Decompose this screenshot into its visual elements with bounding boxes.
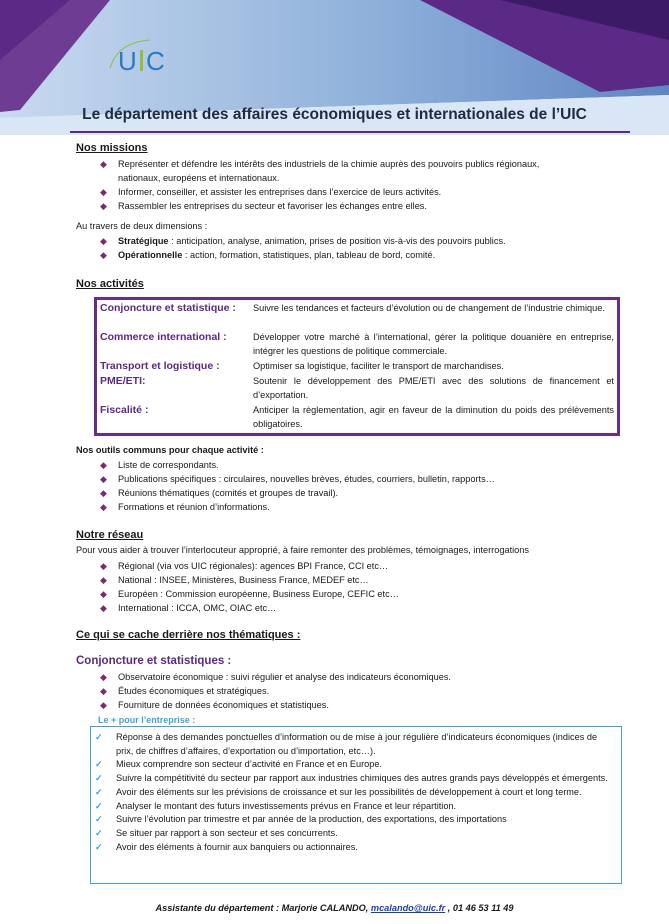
thematiques-heading: Ce qui se cache derrière nos thématiques : bbox=[76, 629, 301, 641]
list-item: ◆ Informer, conseiller, et assister les entreprises dans l’exercice de leurs activités. bbox=[100, 187, 442, 197]
page-title: Le département des affaires économiques et internationales de l’UIC bbox=[82, 106, 587, 123]
list-item: ✓ Suivre la compétitivité du secteur par rapport aux industries chimiques des autres grands pays développés et émergents. bbox=[95, 772, 615, 786]
conjoncture-heading: Conjoncture et statistiques : bbox=[76, 655, 232, 667]
uic-logo bbox=[104, 36, 194, 82]
list-item: ✓ Avoir des éléments à fournir aux banquiers ou actionnaires. bbox=[95, 841, 615, 855]
list-item: ◆ Représenter et défendre les intérêts des industriels de la chimie auprès des pouvoirs publics régionaux, bbox=[100, 159, 540, 169]
diamond-bullet-icon: ◆ bbox=[100, 187, 107, 197]
list-item: ◆ Observatoire économique : suivi régulier et analyse des indicateurs économiques. bbox=[100, 672, 451, 682]
missions-heading: Nos missions bbox=[76, 142, 148, 154]
list-item: ◆ Réunions thématiques (comités et groupes de travail). bbox=[100, 488, 339, 498]
diamond-bullet-icon: ◆ bbox=[100, 575, 107, 585]
checkmark-icon: ✓ bbox=[95, 786, 103, 797]
svg-text:U: U bbox=[118, 46, 138, 76]
diamond-bullet-icon: ◆ bbox=[100, 672, 107, 682]
outils-heading: Nos outils communs pour chaque activité : bbox=[76, 445, 264, 455]
activites-heading: Nos activités bbox=[76, 278, 144, 290]
list-item: ◆ International : ICCA, OMC, OIAC etc… bbox=[100, 603, 277, 613]
dimensions-list bbox=[97, 234, 617, 262]
title-divider bbox=[70, 131, 630, 133]
email-link[interactable]: mcalando@uic.fr bbox=[370, 903, 446, 913]
conjoncture-list bbox=[97, 670, 617, 712]
outils-list bbox=[97, 458, 617, 514]
list-item: ◆ Régional (via vos UIC régionales): agences BPI France, CCI etc… bbox=[100, 561, 389, 571]
diamond-bullet-icon: ◆ bbox=[100, 589, 107, 599]
diamond-bullet-icon: ◆ bbox=[100, 686, 107, 696]
diamond-bullet-icon: ◆ bbox=[100, 159, 107, 169]
list-item: nationaux, européens et internationaux. bbox=[118, 173, 280, 183]
list-item: ◆ National : INSEE, Ministères, Business France, MEDEF etc… bbox=[100, 575, 369, 585]
list-item: ◆ Européen : Commission européenne, Business Europe, CEFIC etc… bbox=[100, 589, 399, 599]
diamond-bullet-icon: ◆ bbox=[100, 474, 107, 484]
reseau-intro: Pour vous aider à trouver l’interlocuteur approprié, à faire remonter des problèmes, témoignages, interrogations bbox=[76, 545, 529, 555]
checkmark-icon: ✓ bbox=[95, 732, 103, 742]
checkmark-icon: ✓ bbox=[95, 800, 103, 811]
list-item: ◆ Liste de correspondants. bbox=[100, 460, 219, 470]
reseau-list bbox=[97, 559, 617, 615]
list-item: ✓ Se situer par rapport à son secteur et ses concurrents. bbox=[95, 827, 615, 841]
dimensions-intro: Au travers de deux dimensions : bbox=[76, 221, 208, 231]
footer-contact: Assistante du département : Marjorie CALANDO, mcalando@uic.fr , 01 46 53 11 49 bbox=[155, 903, 514, 913]
list-item: ◆ Opérationnelle : action, formation, statistiques, plan, tableau de bord, comité. bbox=[100, 250, 436, 260]
diamond-bullet-icon: ◆ bbox=[100, 460, 107, 470]
diamond-bullet-icon: ◆ bbox=[100, 561, 107, 571]
missions-list bbox=[97, 157, 617, 213]
list-item: ◆ Études économiques et stratégiques. bbox=[100, 686, 270, 696]
plus-entreprise-label: Le + pour l’entreprise : bbox=[98, 715, 196, 725]
checkmark-icon: ✓ bbox=[95, 759, 103, 770]
diamond-bullet-icon: ◆ bbox=[100, 502, 107, 512]
list-item: ✓ Analyser le montant des futurs investissements prévus en France et leur répartition. bbox=[95, 800, 615, 814]
checkmark-icon: ✓ bbox=[95, 841, 103, 852]
diamond-bullet-icon: ◆ bbox=[100, 201, 107, 211]
list-item: ◆ Fourniture de données économiques et statistiques. bbox=[100, 700, 329, 710]
diamond-bullet-icon: ◆ bbox=[100, 488, 107, 498]
diamond-bullet-icon: ◆ bbox=[100, 700, 107, 710]
reseau-heading: Notre réseau bbox=[76, 529, 144, 541]
list-item: ✓ Avoir des éléments sur les prévisions de croissance et sur les possibilités de développement à court et long terme. bbox=[95, 786, 615, 800]
list-item: ◆ Rassembler les entreprises du secteur et favoriser les échanges entre elles. bbox=[100, 201, 427, 211]
checkmark-icon: ✓ bbox=[95, 773, 103, 784]
diamond-bullet-icon: ◆ bbox=[100, 250, 107, 260]
list-item: ◆ Stratégique : anticipation, analyse, animation, prises de position vis-à-vis des pouvoirs publics. bbox=[100, 236, 506, 246]
list-item: ◆ Publications spécifiques : circulaires, nouvelles brèves, études, courriers, bulletin, rapports… bbox=[100, 474, 495, 484]
diamond-bullet-icon: ◆ bbox=[100, 236, 107, 246]
svg-text:C: C bbox=[146, 46, 165, 76]
list-item: ✓ Mieux comprendre son secteur d’activité en France et en Europe. bbox=[95, 758, 615, 772]
list-item: ✓ Réponse à des demandes ponctuelles d’information ou de mise à jour régulière d’indicateurs économiques (indices de prix, de chiffres d’affaires, d’exportation ou d’importation, etc…). bbox=[95, 732, 598, 756]
list-item: ✓ Suivre l’évolution par trimestre et par année de la production, des exportations, des importations bbox=[95, 813, 615, 827]
plus-entreprise-list bbox=[95, 731, 615, 854]
diamond-bullet-icon: ◆ bbox=[100, 603, 107, 613]
checkmark-icon: ✓ bbox=[95, 814, 103, 825]
list-item: ◆ Formations et réunion d’informations. bbox=[100, 502, 270, 512]
checkmark-icon: ✓ bbox=[95, 827, 103, 838]
